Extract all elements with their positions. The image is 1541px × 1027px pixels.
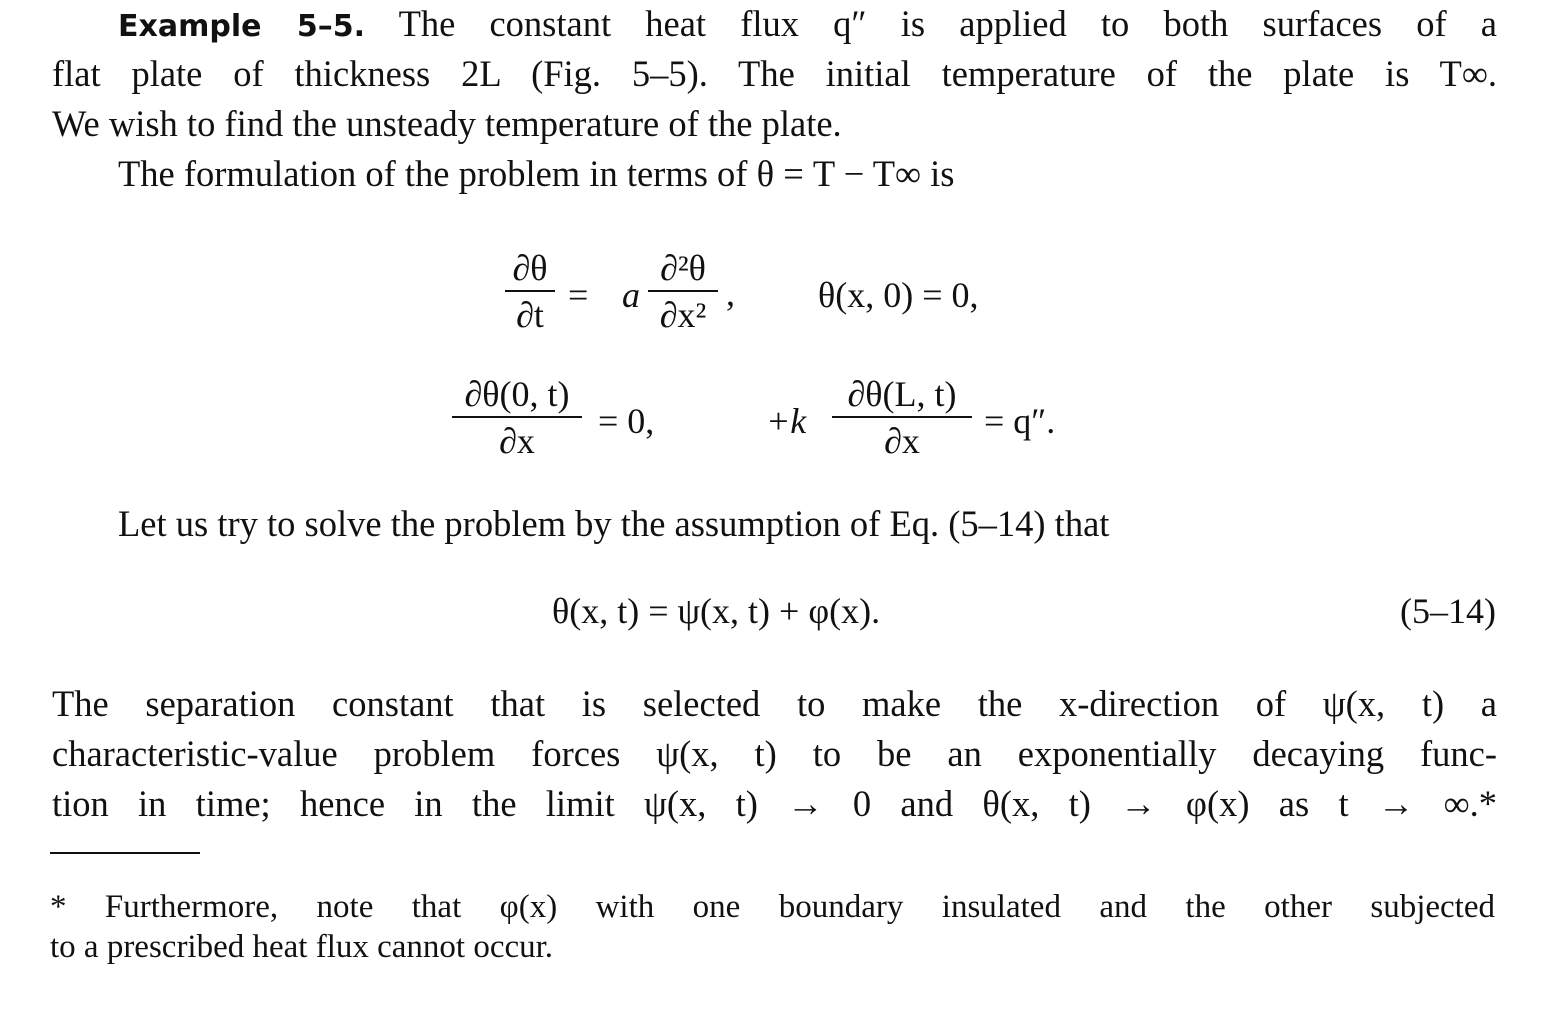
pde-lhs-fraction [505, 248, 555, 336]
pde-rhs-denominator: ∂x² [659, 295, 707, 335]
pde-equals: = [568, 275, 589, 315]
bc1-rhs: = 0, [598, 401, 655, 441]
paragraph-1-line-2: flat plate of thickness 2L (Fig. 5–5). The initial temperature of the plate is T∞. [52, 53, 1497, 94]
pde-rhs-fraction [648, 248, 718, 336]
paragraph-2-line-1: Let us try to solve the problem by the assumption of Eq. (5–14) that [118, 503, 1110, 544]
paragraph-3-line-3: tion in time; hence in the limit ψ(x, t) → 0 and θ(x, t) → φ(x) as t → ∞.* [52, 783, 1497, 824]
pde-lhs-numerator: ∂θ [505, 248, 555, 292]
bc2-numerator: ∂θ(L, t) [832, 374, 972, 418]
footnote-line-2: to a prescribed heat flux cannot occur. [50, 929, 554, 965]
paragraph-1-line-1-text: The constant heat flux q″ is applied to both surfaces of a [398, 3, 1497, 44]
paragraph-1-line-1 [118, 2, 1497, 49]
bc2-fraction [832, 374, 972, 462]
bc2-coefficient: +k [766, 401, 807, 441]
footnote-rule [50, 852, 200, 854]
bc1-fraction [452, 374, 582, 462]
equation-5-14: θ(x, t) = ψ(x, t) + φ(x). [552, 591, 881, 631]
bc1-denominator: ∂x [499, 421, 535, 461]
pde-comma: , [726, 273, 735, 313]
paragraph-3-line-1: The separation constant that is selected to make the x-direction of ψ(x, t) a [52, 683, 1497, 724]
pde-lhs-denominator: ∂t [516, 295, 544, 335]
equation-number: (5–14) [1400, 591, 1496, 631]
footnote-line-1: * Furthermore, note that φ(x) with one boundary insulated and the other subjected [50, 889, 1495, 925]
paragraph-1-line-4: The formulation of the problem in terms of θ = T − T∞ is [118, 153, 955, 194]
paragraph-3-line-2: characteristic-value problem forces ψ(x, t) to be an exponentially decaying func- [52, 733, 1497, 774]
example-label: Example 5–5. [118, 9, 366, 44]
bc2-rhs: = q″. [984, 401, 1056, 441]
paragraph-1-line-3: We wish to find the unsteady temperature of the plate. [52, 103, 842, 144]
bc2-denominator: ∂x [884, 421, 920, 461]
initial-condition: θ(x, 0) = 0, [818, 275, 979, 315]
pde-coefficient: a [622, 275, 640, 315]
bc1-numerator: ∂θ(0, t) [452, 374, 582, 418]
pde-rhs-numerator: ∂²θ [648, 248, 718, 292]
